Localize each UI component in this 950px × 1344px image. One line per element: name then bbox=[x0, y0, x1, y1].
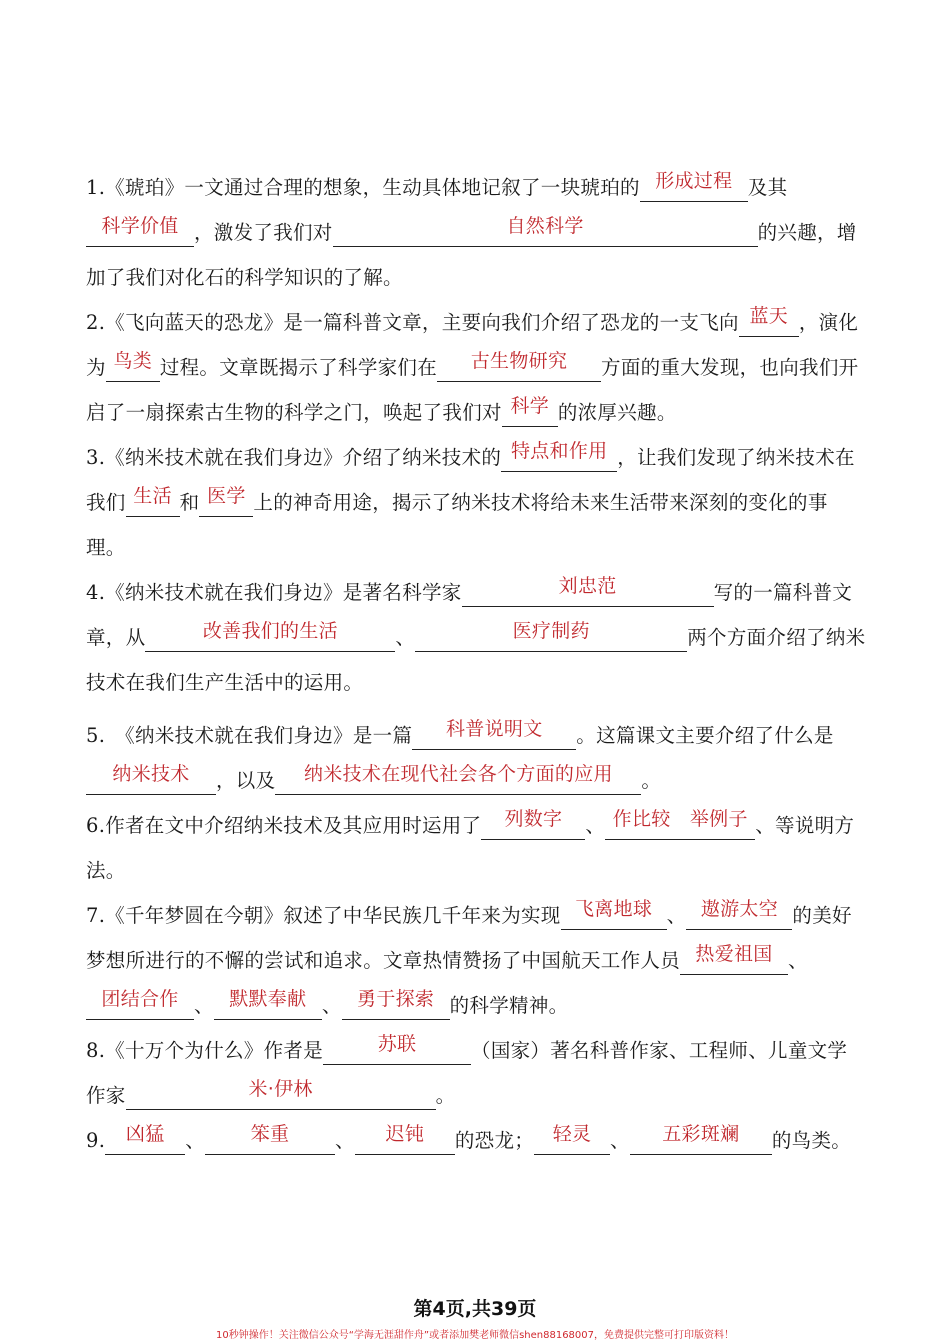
handwritten-answer: 自然科学 bbox=[506, 215, 584, 237]
question-3 bbox=[86, 435, 866, 570]
handwritten-answer: 医疗制药 bbox=[512, 620, 590, 642]
answer-blank bbox=[214, 988, 322, 1020]
handwritten-answer: 轻灵 bbox=[552, 1123, 592, 1145]
question-text: 的恐龙； bbox=[454, 1129, 535, 1152]
handwritten-answer: 刘忠范 bbox=[558, 575, 617, 597]
handwritten-answer: 团结合作 bbox=[101, 988, 179, 1010]
answer-blank bbox=[199, 485, 253, 517]
handwritten-answer: 米·伊林 bbox=[248, 1078, 313, 1100]
handwritten-answer: 五彩斑斓 bbox=[662, 1123, 740, 1145]
answer-blank bbox=[502, 395, 558, 427]
question-8 bbox=[86, 1028, 866, 1118]
answer-blank bbox=[605, 808, 755, 840]
question-text: （国家）著名科普作家、工程师、儿童文学作家 bbox=[86, 1039, 848, 1107]
answer-blank bbox=[126, 485, 180, 517]
handwritten-answer: 生活 bbox=[133, 485, 172, 507]
question-text: 。这篇课文主要介绍了什么是 bbox=[576, 724, 834, 747]
answer-blank bbox=[501, 440, 617, 472]
answer-blank bbox=[106, 350, 160, 382]
question-text: ，演化为 bbox=[86, 311, 859, 379]
question-text: 。 bbox=[641, 769, 662, 792]
question-text: 、 bbox=[194, 994, 214, 1017]
question-text: 、 bbox=[395, 626, 416, 649]
answer-blank bbox=[640, 170, 748, 202]
question-text: 、 bbox=[610, 1129, 630, 1152]
answer-blank bbox=[561, 898, 667, 930]
question-text: 上的神奇用途，揭示了纳米技术将给未来生活带来深刻的变化的事理。 bbox=[86, 491, 828, 559]
handwritten-answer: 凶猛 bbox=[125, 1123, 165, 1145]
handwritten-answer: 热爱祖国 bbox=[695, 943, 773, 965]
answer-blank bbox=[342, 988, 450, 1020]
answer-blank bbox=[126, 1078, 436, 1110]
question-text: ，激发了我们对 bbox=[194, 221, 333, 244]
answer-blank bbox=[333, 215, 758, 247]
question-text: 的科学精神。 bbox=[449, 994, 569, 1017]
question-text: ，让我们发现了纳米技术在我们 bbox=[86, 446, 855, 514]
question-list bbox=[86, 165, 866, 1163]
question-text: 3.《纳米技术就在我们身边》介绍了纳米技术的 bbox=[86, 446, 502, 469]
answer-blank bbox=[412, 718, 576, 750]
answer-blank bbox=[481, 808, 585, 840]
question-text: 、 bbox=[185, 1129, 206, 1152]
question-text: 、等说明方法。 bbox=[86, 814, 855, 882]
question-text: ，以及 bbox=[216, 769, 276, 792]
handwritten-answer: 古生物研究 bbox=[470, 350, 568, 372]
handwritten-answer: 科普说明文 bbox=[446, 718, 543, 740]
handwritten-answer: 纳米技术在现代社会各个方面的应用 bbox=[304, 763, 613, 785]
handwritten-answer: 勇于探索 bbox=[357, 988, 435, 1010]
handwritten-answer: 医学 bbox=[207, 485, 246, 507]
answer-blank bbox=[205, 1123, 335, 1155]
answer-blank bbox=[630, 1123, 772, 1155]
question-text: 4.《纳米技术就在我们身边》是著名科学家 bbox=[86, 581, 462, 604]
question-7 bbox=[86, 893, 866, 1028]
handwritten-answer: 科学价值 bbox=[101, 215, 179, 237]
question-text: 2.《飞向蓝天的恐龙》是一篇科普文章，主要向我们介绍了恐龙的一支飞向 bbox=[86, 311, 739, 334]
handwritten-answer: 鸟类 bbox=[113, 350, 153, 372]
question-text: 、 bbox=[335, 1129, 355, 1152]
handwritten-answer: 默默奉献 bbox=[229, 988, 307, 1010]
answer-blank bbox=[323, 1033, 471, 1065]
answer-blank bbox=[415, 620, 687, 652]
question-text: 和 bbox=[179, 491, 200, 514]
answer-blank bbox=[275, 763, 641, 795]
handwritten-answer: 笨重 bbox=[250, 1123, 290, 1145]
answer-blank bbox=[437, 350, 601, 382]
question-4 bbox=[86, 570, 866, 705]
question-text: 。 bbox=[435, 1084, 456, 1107]
question-6 bbox=[86, 803, 866, 893]
answer-blank bbox=[355, 1123, 455, 1155]
page-number: 第4页,共39页 bbox=[413, 1298, 537, 1320]
question-text: 的美好梦想所进行的不懈的尝试和追求。文章热情赞扬了中国航天工作人员 bbox=[86, 904, 852, 972]
question-text: 1.《琥珀》一文通过合理的想象，生动具体地记叙了一块琥珀的 bbox=[86, 176, 640, 199]
answer-blank bbox=[686, 898, 792, 930]
question-text: 的鸟类。 bbox=[771, 1129, 852, 1152]
question-text: 9. bbox=[86, 1129, 106, 1152]
handwritten-answer: 列数字 bbox=[504, 808, 563, 830]
question-2 bbox=[86, 300, 866, 435]
question-text: 7.《千年梦圆在今朝》叙述了中华民族几千年来为实现 bbox=[86, 904, 561, 927]
question-text: 及其 bbox=[747, 176, 788, 199]
question-text: 8.《十万个为什么》作者是 bbox=[86, 1039, 324, 1062]
question-text: 5. 《纳米技术就在我们身边》是一篇 bbox=[86, 724, 413, 747]
question-text: 、 bbox=[788, 949, 808, 972]
question-text: 写的一篇科普文章，从 bbox=[86, 581, 853, 649]
answer-blank bbox=[534, 1123, 610, 1155]
question-text: 的浓厚兴趣。 bbox=[557, 401, 677, 424]
answer-blank bbox=[86, 215, 194, 247]
question-9 bbox=[86, 1118, 866, 1163]
handwritten-answer: 改善我们的生活 bbox=[202, 620, 338, 642]
handwritten-answer: 特点和作用 bbox=[510, 440, 608, 462]
handwritten-answer: 作比较 举例子 bbox=[612, 808, 748, 830]
question-text: 过程。文章既揭示了科学家们在 bbox=[159, 356, 438, 379]
handwritten-answer: 纳米技术 bbox=[112, 763, 190, 785]
question-text: 方面的重大发现，也向我们开启了一扇探索古生物的科学之门，唤起了我们对 bbox=[86, 356, 859, 424]
question-text: 的兴趣，增加了我们对化石的科学知识的了解。 bbox=[86, 221, 857, 289]
answer-blank bbox=[86, 763, 216, 795]
handwritten-answer: 飞离地球 bbox=[575, 898, 653, 920]
question-1 bbox=[86, 165, 866, 300]
answer-blank bbox=[86, 988, 194, 1020]
answer-blank bbox=[739, 305, 799, 337]
answer-blank bbox=[680, 943, 788, 975]
promo-watermark: 10秒钟操作！关注微信公众号“学海无涯甜作舟”或者添加樊老师微信shen88168007，免费提供完整可打印版资料！ bbox=[215, 1330, 735, 1341]
handwritten-answer: 苏联 bbox=[377, 1033, 417, 1055]
handwritten-answer: 遨游太空 bbox=[700, 898, 779, 920]
answer-blank bbox=[145, 620, 395, 652]
question-text: 、 bbox=[585, 814, 606, 837]
handwritten-answer: 形成过程 bbox=[655, 170, 733, 192]
question-text: 6.作者在文中介绍纳米技术及其应用时运用了 bbox=[86, 814, 482, 837]
handwritten-answer: 科学 bbox=[510, 395, 550, 417]
question-text: 、 bbox=[666, 904, 687, 927]
handwritten-answer: 迟钝 bbox=[385, 1123, 425, 1145]
question-5 bbox=[86, 713, 866, 803]
answer-blank bbox=[105, 1123, 185, 1155]
question-text: 、 bbox=[321, 994, 342, 1017]
answer-blank bbox=[462, 575, 714, 607]
handwritten-answer: 蓝天 bbox=[749, 305, 789, 327]
question-text: 两个方面介绍了纳米技术在我们生产生活中的运用。 bbox=[86, 626, 866, 694]
